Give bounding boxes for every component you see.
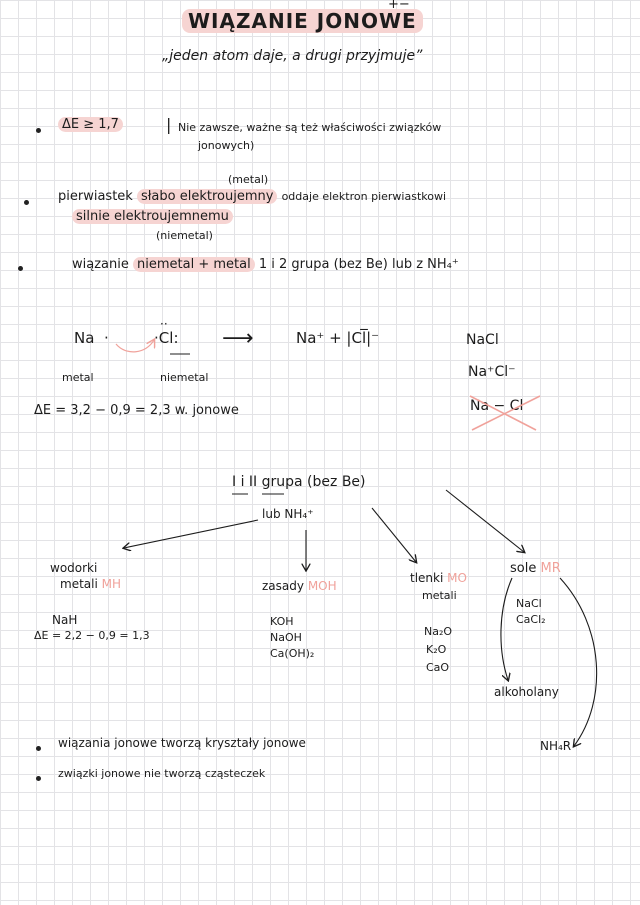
example-arrow: ⟶ — [222, 326, 254, 351]
element-weak-en: słabo elektroujemny — [137, 189, 277, 204]
arrow-hydrides — [124, 520, 258, 548]
groups-header-line2: lub NH₄⁺ — [262, 507, 314, 521]
element-gives: oddaje elektron pierwiastkowi — [281, 190, 447, 203]
en-note-bar: | — [166, 115, 172, 134]
hydride-delta: ΔE = 2,2 − 0,9 = 1,3 — [34, 629, 150, 642]
en-condition-text: ΔE ≥ 1,7 — [58, 117, 123, 132]
salts-formula: MR — [540, 561, 561, 576]
element-strong-en: silnie elektroujemnemu — [72, 209, 233, 224]
hydrides-label1: wodorki — [50, 561, 98, 575]
title-mark: +− — [388, 0, 410, 12]
example-na-dot: · — [104, 329, 109, 347]
title-text: WIĄZANIE JONOWE — [188, 9, 417, 33]
cross-line-1 — [470, 396, 536, 430]
formula-nacl: NaCl — [466, 332, 499, 348]
oxides-example-3: CaO — [426, 661, 450, 674]
bond-word: wiązanie — [72, 257, 129, 272]
example-na: Na — [74, 329, 95, 347]
salts-example-1: NaCl — [516, 597, 542, 610]
example-nonmetal-label: niemetal — [160, 371, 209, 384]
groups-header: I i II grupa (bez Be) — [232, 474, 366, 490]
arrow-alkoxides — [501, 578, 512, 680]
bases-formula: MOH — [307, 579, 337, 593]
oxides-formula: MO — [447, 571, 467, 585]
bases-label-text: zasady — [262, 579, 304, 593]
bond-highlight: niemetal + metal — [133, 257, 255, 272]
nonmetal-note: (niemetal) — [156, 229, 213, 242]
hydrides-formula: MH — [101, 577, 122, 591]
example-cl-dots-top: ·· — [160, 317, 168, 331]
alkoxides: alkoholany — [494, 685, 559, 699]
example-metal-label: metal — [62, 371, 94, 384]
metal-note: (metal) — [228, 173, 269, 186]
bases-example-1: KOH — [270, 615, 294, 628]
oxides-example-1: Na₂O — [424, 625, 453, 638]
arrow-ammonium — [560, 578, 597, 746]
electron-arrow — [116, 340, 154, 352]
element-word: pierwiastek — [58, 189, 133, 204]
en-note-line2-text: jonowych — [198, 139, 251, 152]
bases-example-3: Ca(OH)₂ — [270, 647, 315, 660]
en-note-line2: jonowych) — [198, 139, 255, 152]
bottom-crystals: wiązania jonowe tworzą kryształy jonowe — [58, 736, 306, 750]
arrow-oxides — [372, 508, 416, 562]
en-note-line1: Nie zawsze, ważne są też właściwości związków — [178, 121, 442, 134]
example-cl: ·Cl: — [154, 329, 179, 347]
salts-example-2: CaCl₂ — [516, 613, 546, 626]
ammonium-salt: NH₄R — [540, 739, 572, 753]
example-cl-text: Cl — [158, 329, 174, 347]
bases-example-2: NaOH — [270, 631, 302, 644]
oxides-label2: metali — [422, 589, 457, 602]
example-delta: ΔE = 3,2 − 0,9 = 2,3 w. jonowe — [34, 403, 239, 418]
formula-covalent: Na − Cl — [470, 398, 524, 414]
hydrides-label2-text: metali — [60, 577, 98, 591]
example-products: Na⁺ + |Cl̅|⁻ — [296, 329, 380, 347]
cross-line-2 — [472, 396, 540, 430]
arrow-salts — [446, 490, 524, 552]
oxides-label1-text: tlenki — [410, 571, 444, 585]
hydride-example: NaH — [52, 613, 78, 627]
salts-label-text: sole — [510, 561, 537, 576]
bond-groups: 1 i 2 grupa (bez Be) lub z NH₄⁺ — [258, 257, 459, 272]
oxides-example-2: K₂O — [426, 643, 447, 656]
subtitle: „jeden atom daje, a drugi przyjmuje” — [162, 48, 423, 64]
bottom-molecules: związki jonowe nie tworzą cząsteczek — [58, 767, 266, 780]
formula-ions: Na⁺Cl⁻ — [468, 364, 516, 380]
